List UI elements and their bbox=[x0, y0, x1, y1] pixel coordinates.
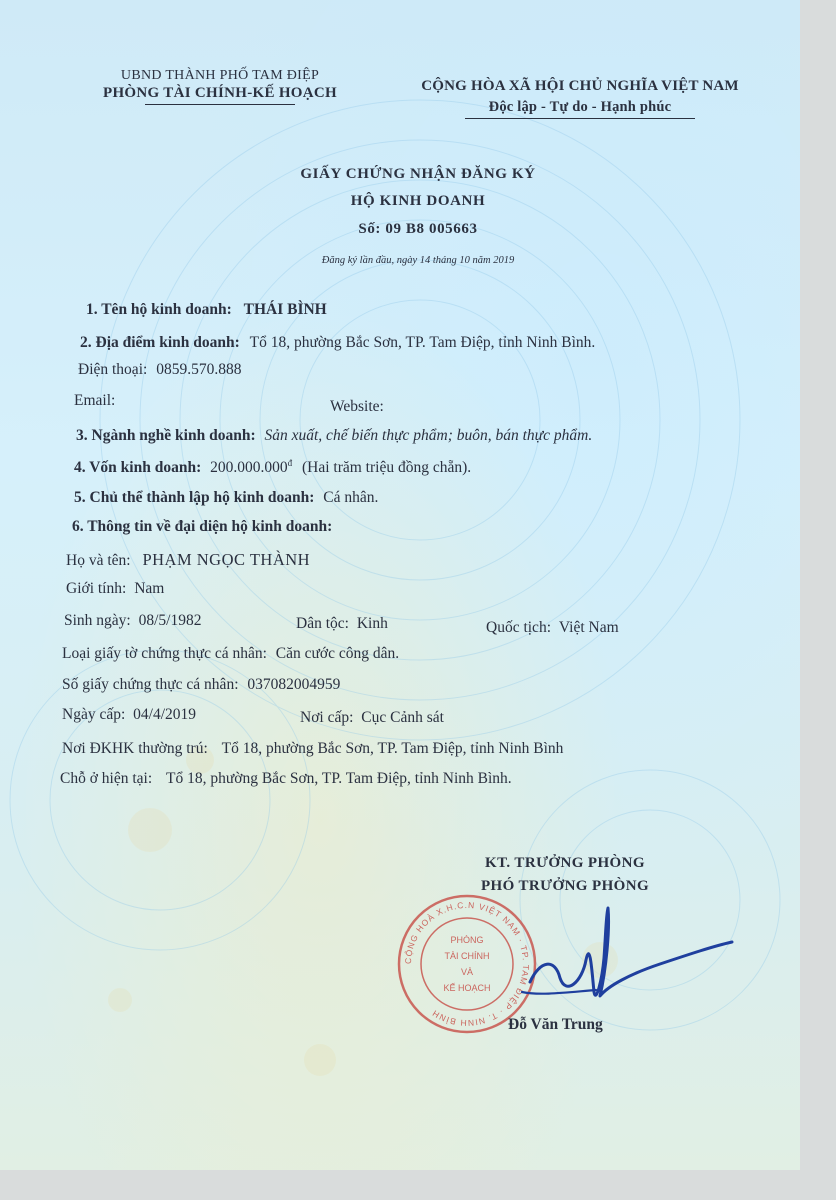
motto: Độc lập - Tự do - Hạnh phúc bbox=[488, 99, 672, 115]
issue-place-value: Cục Cảnh sát bbox=[361, 709, 444, 726]
seal-center-line-4: KẾ HOẠCH bbox=[443, 983, 491, 993]
fullname-label: Họ và tên: bbox=[66, 552, 131, 569]
founder-label: 5. Chủ thể thành lập hộ kinh doanh: bbox=[74, 489, 315, 506]
residence-label: Nơi ĐKHK thường trú: bbox=[62, 740, 208, 757]
phone-row bbox=[78, 361, 241, 379]
phone-value: 0859.570.888 bbox=[156, 361, 242, 378]
gender-row bbox=[66, 580, 164, 598]
id-type-row bbox=[62, 645, 399, 663]
issuer-underline bbox=[145, 104, 295, 105]
id-number-value: 037082004959 bbox=[247, 676, 341, 693]
business-address-row bbox=[80, 334, 595, 352]
issue-date-label: Ngày cấp: bbox=[62, 706, 126, 723]
capital-words: (Hai trăm triệu đồng chẵn). bbox=[301, 459, 472, 477]
representative-label: 6. Thông tin về đại diện hộ kinh doanh: bbox=[72, 518, 333, 535]
issue-date-value: 04/4/2019 bbox=[133, 706, 197, 723]
seal-center-line-3: VÀ bbox=[460, 967, 474, 977]
current-address-row bbox=[60, 770, 512, 788]
residence-value: Tổ 18, phường Bắc Sơn, TP. Tam Điệp, tỉnh Ninh Bình bbox=[221, 740, 564, 757]
signer-title-1: KT. TRƯỞNG PHÒNG bbox=[485, 855, 645, 871]
ethnicity-label: Dân tộc: bbox=[296, 615, 349, 632]
ethnicity-value: Kinh bbox=[356, 615, 388, 632]
dob-row bbox=[64, 612, 202, 630]
motto-underline bbox=[465, 118, 695, 119]
current-address-label: Chỗ ở hiện tại: bbox=[60, 770, 153, 787]
ethnicity-row bbox=[296, 615, 388, 633]
industry-row bbox=[76, 427, 592, 445]
fullname-row bbox=[66, 550, 310, 570]
issuer-authority: UBND THÀNH PHỐ TAM ĐIỆP bbox=[120, 68, 320, 83]
current-address-value: Tổ 18, phường Bắc Sơn, TP. Tam Điệp, tỉnh Ninh Bình. bbox=[166, 770, 512, 787]
id-type-value: Căn cước công dân. bbox=[275, 645, 400, 662]
signer-title-2: PHÓ TRƯỞNG PHÒNG bbox=[480, 878, 650, 894]
industry-value: Sản xuất, chế biến thực phẩm; buôn, bán thực phẩm. bbox=[264, 427, 593, 444]
fullname-value: PHẠM NGỌC THÀNH bbox=[142, 550, 311, 569]
phone-label: Điện thoại: bbox=[78, 361, 148, 378]
capital-currency: đ bbox=[287, 458, 293, 468]
gender-label: Giới tính: bbox=[66, 580, 127, 597]
business-name-value: THÁI BÌNH bbox=[243, 301, 327, 318]
document-title: GIẤY CHỨNG NHẬN ĐĂNG KÝ bbox=[300, 166, 536, 182]
dob-value: 08/5/1982 bbox=[138, 612, 202, 629]
capital-label: 4. Vốn kinh doanh: bbox=[74, 459, 202, 477]
founder-value: Cá nhân. bbox=[323, 489, 379, 506]
id-number-row bbox=[62, 676, 340, 694]
issue-place-label: Nơi cấp: bbox=[300, 709, 354, 726]
national-motto-block bbox=[385, 78, 775, 119]
nationality-value: Việt Nam bbox=[558, 619, 619, 636]
registration-date: Đăng ký lần đầu, ngày 14 tháng 10 năm 2019 bbox=[321, 255, 515, 266]
issuer-department: PHÒNG TÀI CHÍNH-KẾ HOẠCH bbox=[102, 85, 338, 101]
handwritten-signature bbox=[500, 900, 740, 1020]
issuer-block bbox=[60, 68, 380, 105]
email-label: Email: bbox=[74, 392, 116, 409]
representative-heading bbox=[72, 518, 332, 536]
industry-label: 3. Ngành nghề kinh doanh: bbox=[76, 427, 256, 444]
capital-row bbox=[74, 458, 471, 477]
seal-center-line-2: TÀI CHÍNH bbox=[444, 951, 490, 961]
seal-ring-text: CỘNG HOÀ X.H.C.N VIỆT NAM · TP. TAM ĐIỆP · T. NINH BÌNH bbox=[402, 899, 532, 1029]
residence-row bbox=[62, 740, 563, 758]
issue-place-row bbox=[300, 709, 444, 727]
id-number-label: Số giấy chứng thực cá nhân: bbox=[62, 676, 239, 693]
business-address-label: 2. Địa điểm kinh doanh: bbox=[80, 334, 240, 351]
website-label: Website: bbox=[330, 398, 384, 415]
capital-value: 200.000.000 bbox=[210, 459, 288, 477]
gender-value: Nam bbox=[134, 580, 165, 597]
founder-row bbox=[74, 489, 378, 507]
business-name-row bbox=[86, 301, 327, 319]
signer-name: Đỗ Văn Trung bbox=[508, 1016, 603, 1033]
document-subtitle: HỘ KINH DOANH bbox=[350, 193, 486, 209]
id-type-label: Loại giấy tờ chứng thực cá nhân: bbox=[62, 645, 267, 662]
nationality-row bbox=[486, 619, 619, 637]
nationality-label: Quốc tịch: bbox=[486, 619, 551, 636]
seal-center-line-1: PHÒNG bbox=[450, 935, 484, 945]
business-address-value: Tổ 18, phường Bắc Sơn, TP. Tam Điệp, tỉnh Ninh Bình. bbox=[249, 334, 596, 351]
country-name: CỘNG HÒA XÃ HỘI CHỦ NGHĨA VIỆT NAM bbox=[421, 78, 739, 94]
certificate-number: Số: 09 B8 005663 bbox=[358, 221, 478, 237]
issue-date-row bbox=[62, 706, 196, 724]
business-name-label: 1. Tên hộ kinh doanh: bbox=[86, 301, 232, 318]
dob-label: Sinh ngày: bbox=[64, 612, 131, 629]
